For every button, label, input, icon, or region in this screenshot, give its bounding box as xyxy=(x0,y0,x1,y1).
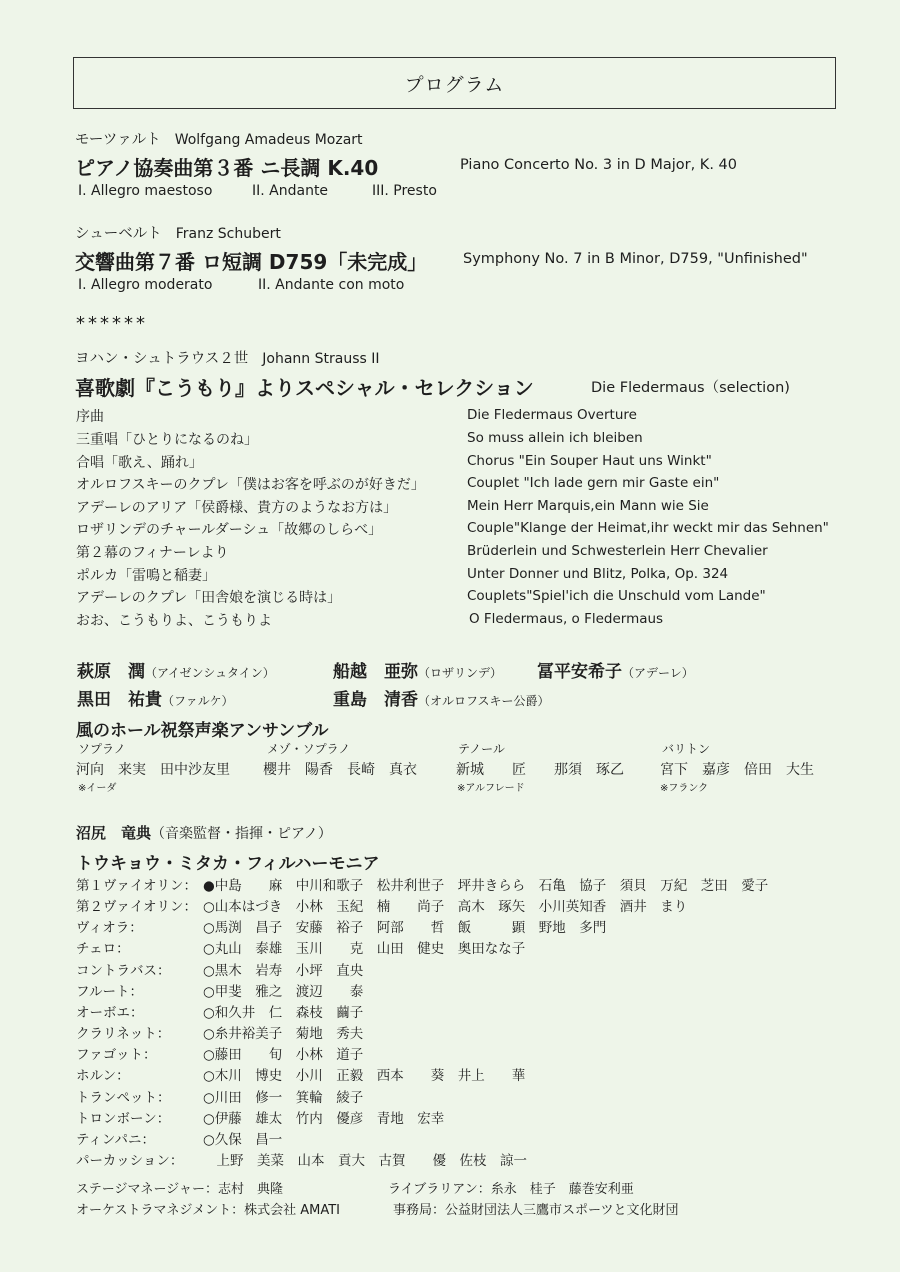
selection-item-jp: ポルカ「雷鳴と稲妻」 xyxy=(76,568,216,584)
cast-name: 重島 清香 xyxy=(333,690,418,710)
composer-name-en: Wolfgang Amadeus Mozart xyxy=(174,132,363,148)
composer-name-en: Johann Strauss II xyxy=(262,351,380,367)
work-title-en: Die Fledermaus（selection) xyxy=(591,380,790,396)
selection-item-en: Unter Donner und Blitz, Polka, Op. 324 xyxy=(467,566,729,582)
section-members: ○和久井 仁 森枝 繭子 xyxy=(203,1005,364,1021)
section-label: トロンボーン： xyxy=(76,1111,171,1127)
separator: ****** xyxy=(76,313,148,334)
movement: I. Allegro moderato xyxy=(78,277,213,293)
cast-role: （アデーレ） xyxy=(622,666,694,680)
section-members: ○丸山 泰雄 玉川 克 山田 健史 奥田なな子 xyxy=(203,941,526,957)
movement: II. Andante xyxy=(252,183,329,199)
section-label: フルート： xyxy=(76,984,143,1000)
part-label: テノール xyxy=(458,742,505,756)
cast-role: （オルロフスキー公爵） xyxy=(418,694,550,708)
section-members: ○糸井裕美子 菊地 秀夫 xyxy=(203,1026,364,1042)
section-members: ○甲斐 雅之 渡辺 泰 xyxy=(203,984,364,1000)
section-label: ホルン： xyxy=(76,1068,130,1084)
part-members: 櫻井 陽香 長崎 真衣 xyxy=(263,762,417,778)
composer-mozart xyxy=(75,128,363,149)
part-members: 河向 来実 田中沙友里 xyxy=(76,762,230,778)
section-label: トランペット： xyxy=(76,1090,171,1106)
part-note: ※フランク xyxy=(660,783,709,794)
selection-item-jp: 三重唱「ひとりになるのね」 xyxy=(76,432,258,448)
section-label: コントラバス： xyxy=(76,963,171,979)
section-label: クラリネット： xyxy=(76,1026,171,1042)
movement: I. Allegro maestoso xyxy=(78,183,213,199)
composer-name-jp: ヨハン・シュトラウス２世 xyxy=(75,351,249,367)
part-note: ※イーダ xyxy=(78,783,117,794)
stage-manager: ステージマネージャー：志村 典隆 xyxy=(76,1182,283,1197)
section-label: ティンパニ： xyxy=(76,1132,155,1148)
selection-item-jp: 序曲 xyxy=(76,409,104,425)
section-members: ○黒木 岩寿 小坪 直央 xyxy=(203,963,364,979)
part-label: ソプラノ xyxy=(78,742,126,756)
selection-item-jp: アデーレのクプレ「田舎娘を演じる時は」 xyxy=(76,590,342,606)
work-title-jp: ピアノ協奏曲第３番 ニ長調 K.40 xyxy=(75,156,379,180)
cast-member xyxy=(77,685,234,710)
movement: III. Presto xyxy=(372,183,437,199)
movement: II. Andante con moto xyxy=(258,277,405,293)
part-label: バリトン xyxy=(662,742,711,756)
selection-item-jp: 合唱「歌え、踊れ」 xyxy=(76,455,203,471)
conductor-role: （音楽監督・指揮・ピアノ） xyxy=(151,826,332,842)
section-members: ○木川 博史 小川 正毅 西本 葵 井上 華 xyxy=(203,1068,526,1084)
section-members: ○伊藤 雄太 竹内 優彦 青地 宏幸 xyxy=(203,1111,445,1127)
section-label: 第２ヴァイオリン： xyxy=(76,899,197,915)
selection-item-jp: オルロフスキーのクプレ「僕はお客を呼ぶのが好きだ」 xyxy=(76,477,425,493)
conductor-name: 沼尻 竜典 xyxy=(76,824,152,842)
composer-name-jp: モーツァルト xyxy=(75,132,161,148)
section-label: ヴィオラ： xyxy=(76,920,143,936)
cast-role: （アイゼンシュタイン） xyxy=(145,666,275,680)
cast-name: 萩原 潤 xyxy=(77,662,145,682)
cast-name: 冨平安希子 xyxy=(537,662,622,682)
selection-item-en: O Fledermaus, o Fledermaus xyxy=(469,611,664,627)
section-label: 第１ヴァイオリン： xyxy=(76,878,197,894)
selection-item-jp: おお、こうもりよ、こうもりよ xyxy=(76,613,272,629)
ensemble-title: 風のホール祝祭声楽アンサンブル xyxy=(76,721,329,741)
program-title-box xyxy=(73,57,836,109)
librarian: ライブラリアン：糸永 桂子 藤巻安利亜 xyxy=(388,1182,634,1197)
work-title-en: Symphony No. 7 in B Minor, D759, "Unfinished" xyxy=(463,251,808,267)
cast-name: 船越 亜弥 xyxy=(333,662,418,682)
work-title-jp: 喜歌劇『こうもり』よりスペシャル・セレクション xyxy=(75,376,534,400)
cast-role: （ロザリンデ） xyxy=(418,666,503,680)
cast-name: 黒田 祐貴 xyxy=(77,690,162,710)
work-title-en: Piano Concerto No. 3 in D Major, K. 40 xyxy=(460,157,737,173)
section-members: ○山本はづき 小林 玉紀 楠 尚子 高木 琢矢 小川英知香 酒井 まり xyxy=(203,899,688,915)
orchestra-management: オーケストラマネジメント：株式会社 AMATI xyxy=(76,1203,340,1218)
composer-strauss xyxy=(75,347,380,368)
selection-item-en: Die Fledermaus Overture xyxy=(467,407,637,423)
section-members: ○久保 昌一 xyxy=(203,1132,283,1148)
selection-item-jp: 第２幕のフィナーレより xyxy=(76,545,229,561)
selection-item-en: Couplets"Spiel'ich die Unschuld vom Lande" xyxy=(467,588,766,604)
work-title-jp: 交響曲第７番 ロ短調 D759「未完成」 xyxy=(75,250,428,274)
section-members: ○馬渕 昌子 安藤 裕子 阿部 哲 飯 顕 野地 多門 xyxy=(203,920,607,936)
selection-item-en: Chorus "Ein Souper Haut uns Winkt" xyxy=(467,453,712,469)
cast-member xyxy=(77,657,275,682)
section-label: パーカッション： xyxy=(76,1153,184,1169)
part-note: ※アルフレード xyxy=(457,783,525,794)
composer-name-jp: シューベルト xyxy=(75,226,162,242)
part-label: メゾ・ソプラノ xyxy=(267,742,351,756)
selection-item-jp: ロザリンデのチャールダーシュ「故郷のしらべ」 xyxy=(76,522,383,538)
composer-schubert xyxy=(75,222,281,243)
office: 事務局：公益財団法人三鷹市スポーツと文化財団 xyxy=(393,1203,679,1218)
selection-item-en: Brüderlein und Schwesterlein Herr Chevalier xyxy=(467,543,768,559)
orchestra-title: トウキョウ・ミタカ・フィルハーモニア xyxy=(76,854,380,874)
composer-name-en: Franz Schubert xyxy=(175,226,281,242)
section-label: チェロ： xyxy=(76,941,130,957)
cast-role: （ファルケ） xyxy=(162,694,234,708)
part-members: 宮下 嘉彦 倍田 大生 xyxy=(660,762,814,778)
page-title: プログラム xyxy=(404,73,505,96)
conductor xyxy=(76,822,332,843)
cast-member xyxy=(333,657,502,682)
section-members: ○藤田 旬 小林 道子 xyxy=(203,1047,364,1063)
selection-item-en: Couplet "Ich lade gern mir Gaste ein" xyxy=(467,475,720,491)
part-members: 新城 匠 那須 琢乙 xyxy=(456,762,624,778)
selection-item-en: Couple"Klange der Heimat,ihr weckt mir das Sehnen" xyxy=(467,520,829,536)
selection-item-en: So muss allein ich bleiben xyxy=(467,430,643,446)
section-members: ○川田 修一 箕輪 綾子 xyxy=(203,1090,364,1106)
section-label: オーボエ： xyxy=(76,1005,144,1021)
selection-item-en: Mein Herr Marquis,ein Mann wie Sie xyxy=(467,498,709,514)
cast-member xyxy=(537,657,694,682)
cast-member xyxy=(333,685,550,710)
selection-item-jp: アデーレのアリア「侯爵様、貴方のようなお方は」 xyxy=(76,500,398,516)
section-members: 上野 美菜 山本 貢大 古賀 優 佐枝 諒一 xyxy=(203,1153,527,1169)
section-members: ●中島 麻 中川和歌子 松井利世子 坪井きらら 石亀 協子 須貝 万紀 芝田 愛子 xyxy=(203,878,769,894)
section-label: ファゴット： xyxy=(76,1047,157,1063)
